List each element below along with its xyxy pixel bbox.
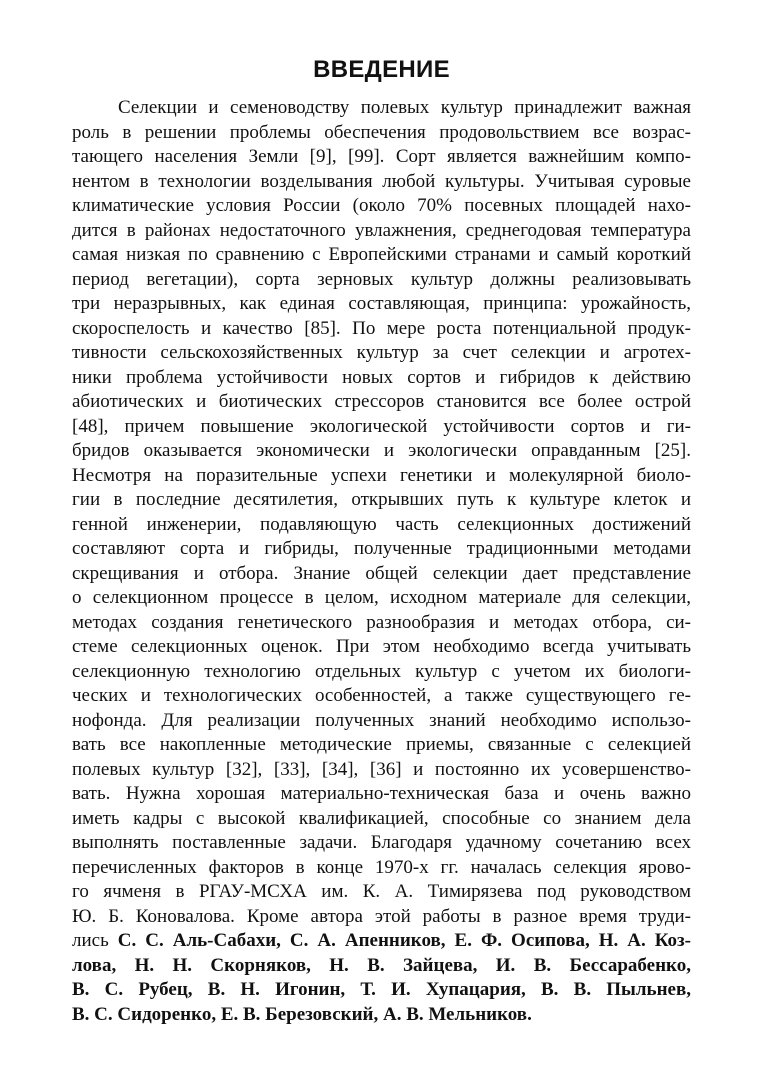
paragraph-line: полевых культур [32], [33], [34], [36] и постоянно их усовершенство- [72,758,691,780]
paragraph-line: период вегетации), сорта зерновых культур должны реализовывать [72,268,691,290]
paragraph-line: стеме селекционных оценок. При этом необходимо всегда учитывать [72,636,691,657]
paragraph-line: Несмотря на поразительные успехи генетики и молекулярной биоло- [72,464,691,486]
paragraph-line: выполнять поставленные задачи. Благодаря удачному сочетанию всех [72,832,691,853]
page-title: ВВЕДЕНИЕ [313,56,450,83]
paragraph-line: генной инженерии, подавляющую часть селекционных достижений [72,513,691,535]
paragraph-line: о селекционном процессе в целом, исходном материале для селекции, [72,587,691,608]
paragraph-line: перечисленных факторов в конце 1970-х гг. началась селекция ярово- [72,856,691,878]
paragraph-line: нофонда. Для реализации полученных знаний необходимо использо- [72,709,691,731]
paragraph-line: три неразрывных, как единая составляющая, принципа: урожайность, [72,293,691,314]
paragraph-line: [48], причем повышение экологической устойчивости сортов и ги- [72,415,691,437]
paragraph-line: скрещивания и отбора. Знание общей селекции дает представление [72,562,691,584]
line-plain-text: лись [72,930,118,951]
paragraph-line: климатические условия России (около 70% посевных площадей нахо- [72,195,691,216]
authors-list-start: С. С. Аль-Сабахи, С. А. Апенников, Е. Ф. Осипова, Н. А. Коз- [117,930,692,951]
paragraph-line: Ю. Б. Коновалова. Кроме автора этой работы в разное время труди- [72,905,691,927]
paragraph-line: самая низкая по сравнению с Европейскими странами и самый короткий [72,244,691,265]
paragraph-line: нентом в технологии возделывания любой культуры. Учитывая суровые [72,170,691,192]
paragraph-line: скороспелость и качество [85]. По мере роста потенциальной продук- [72,317,691,339]
paragraph-line: тивности сельскохозяйственных культур за счет селекции и агротех- [72,342,691,363]
paragraph-line: дится в районах недостаточного увлажнения, среднегодовая температура [72,219,691,241]
paragraph-line: Селекции и семеноводству полевых культур принадлежит важная [118,97,691,118]
introduction-paragraph [72,96,691,1027]
paragraph-line: бридов оказывается экономически и экологически оправданным [25]. [72,440,691,461]
authors-line: В. С. Рубец, В. Н. Игонин, Т. И. Хупацария, В. В. Пыльнев, [72,979,691,1000]
paragraph-line: абиотических и биотических стрессоров становится все более острой [72,391,691,412]
paragraph-line: составляют сорта и гибриды, полученные традиционными методами [72,538,691,559]
paragraph-line: ческих и технологических особенностей, а также существующего ге- [72,685,691,706]
paragraph-line: ники проблема устойчивости новых сортов и гибридов к действию [72,366,691,388]
paragraph-line: гии в последние десятилетия, открывших путь к культуре клеток и [72,489,691,510]
paragraph-line: тающего населения Земли [9], [99]. Сорт является важнейшим компо- [72,146,691,167]
paragraph-line: селекционную технологию отдельных культур с учетом их биологи- [72,660,691,682]
paragraph-line: вать. Нужна хорошая материально-техническая база и очень важно [72,783,691,804]
paragraph-line: го ячменя в РГАУ-МСХА им. К. А. Тимирязева под руководством [72,881,691,902]
paragraph-line: методах создания генетического разнообразия и методах отбора, си- [72,611,691,633]
authors-line: лова, Н. Н. Скорняков, Н. В. Зайцева, И. В. Бессарабенко, [72,954,691,976]
paragraph-line-mixed [72,929,691,954]
paragraph-line: роль в решении проблемы обеспечения продовольствием все возрас- [72,121,691,143]
authors-line-last: В. С. Сидоренко, Е. В. Березовский, А. В. Мельников. [72,1003,532,1025]
paragraph-line: вать все накопленные методические приемы, связанные с селекцией [72,734,691,755]
paragraph-line: иметь кадры с высокой квалификацией, способные со знанием дела [72,807,691,829]
